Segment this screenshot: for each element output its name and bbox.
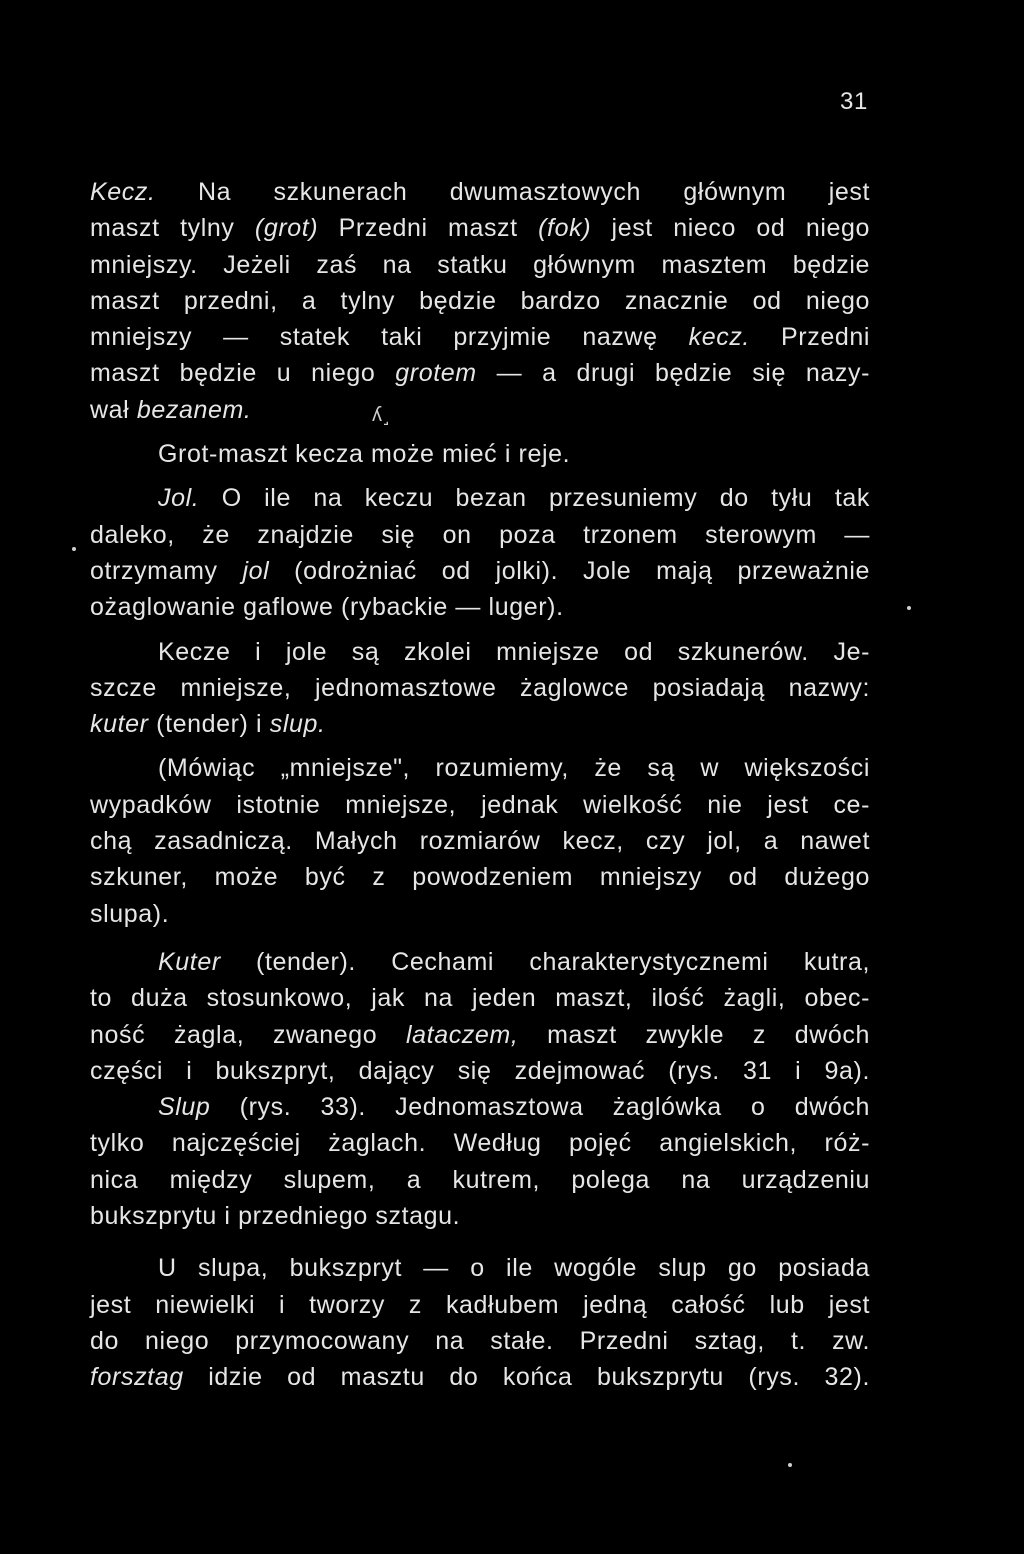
italic-term: kuter	[90, 710, 149, 739]
text-run: (Mówiąc „mniejsze", rozumiemy, że są w większości	[158, 754, 870, 783]
handwritten-margin-note: ʎ˼	[372, 404, 390, 426]
text-line	[90, 634, 870, 670]
text-run: części i bukszpryt, dający się zdejmować (rys. 31 i 9a).	[90, 1056, 870, 1085]
text-run: mniejszy — statek taki przyjmie nazwę	[90, 323, 689, 352]
paragraph	[90, 750, 870, 931]
paragraph	[90, 634, 870, 743]
text-line	[90, 1125, 870, 1161]
text-run: szcze mniejsze, jednomasztowe żaglowce posiadają nazwy:	[90, 673, 870, 702]
text-run: mniejszy. Jeżeli zaś na statku głównym masztem będzie	[90, 250, 870, 279]
text-run: Na szkunerach dwumasztowych głównym jest	[155, 178, 870, 206]
paragraph	[90, 1250, 870, 1395]
text-run: do niego przymocowany na stałe. Przedni sztag, t. zw.	[90, 1326, 870, 1355]
text-line	[90, 319, 870, 355]
italic-term: Jol.	[158, 484, 200, 513]
italic-term: Slup	[158, 1093, 211, 1122]
stray-dot	[788, 1463, 792, 1467]
text-run: maszt zwykle z dwóch	[518, 1020, 870, 1049]
text-line	[90, 1323, 870, 1359]
italic-term: lataczem,	[406, 1020, 519, 1049]
text-line	[90, 589, 870, 625]
text-line	[90, 750, 870, 786]
text-line	[90, 174, 870, 210]
text-run: Przedni maszt	[318, 214, 539, 243]
text-line	[90, 436, 870, 472]
text-line	[90, 1089, 870, 1125]
italic-term: kecz.	[688, 323, 750, 352]
italic-term: bezanem.	[136, 395, 252, 424]
text-line	[90, 283, 870, 319]
text-run: maszt przedni, a tylny będzie bardzo znacznie od niego	[90, 286, 870, 315]
text-run: maszt będzie u niego	[90, 359, 396, 388]
italic-term: jol	[242, 556, 270, 585]
text-run: U slupa, bukszpryt — o ile wogóle slup go posiada	[158, 1254, 870, 1283]
text-line	[90, 896, 870, 932]
text-line	[90, 1017, 870, 1053]
text-run: jest nieco od niego	[591, 214, 871, 243]
text-run: (tender). Cechami charakterystycznemi kutra,	[220, 947, 870, 976]
text-line	[90, 355, 870, 391]
paragraph	[90, 480, 870, 625]
italic-term: Kuter	[158, 947, 221, 976]
text-run: Kecze i jole są zkolei mniejsze od szkunerów. Je-	[158, 637, 870, 666]
text-run: wypadków istotnie mniejsze, jednak wielkość nie jest ce-	[90, 790, 870, 819]
text-run: (odrożniać od jolki). Jole mają przeważnie	[269, 556, 870, 585]
italic-term: slup.	[269, 710, 326, 739]
text-run: chą zasadniczą. Małych rozmiarów kecz, czy jol, a nawet	[90, 827, 870, 856]
text-run: (tender) i	[148, 710, 270, 739]
text-run: jest niewielki i tworzy z kadłubem jedną całość lub jest	[90, 1290, 870, 1319]
text-run: to duża stosunkowo, jak na jeden maszt, ilość żagli, obec-	[90, 984, 870, 1013]
text-run: Przedni	[749, 323, 870, 352]
italic-term: Kecz.	[90, 178, 156, 206]
text-line	[90, 670, 870, 706]
text-line	[90, 980, 870, 1016]
text-line	[90, 1162, 870, 1198]
text-run: szkuner, może być z powodzeniem mniejszy od dużego	[90, 863, 870, 892]
italic-term: (grot)	[254, 214, 319, 243]
italic-term: forsztag	[90, 1363, 184, 1392]
page-body	[90, 174, 870, 1396]
text-run: — a drugi będzie się nazy-	[476, 359, 870, 388]
text-line	[90, 1359, 870, 1395]
text-line	[90, 247, 870, 283]
paragraph	[90, 944, 870, 1234]
text-run: bukszprytu i przedniego sztagu.	[90, 1202, 461, 1231]
text-line	[90, 1287, 870, 1323]
margin-dot-right	[907, 606, 911, 610]
margin-dot-left	[72, 547, 76, 551]
text-run: tylko najczęściej żaglach. Według pojęć angielskich, róż-	[90, 1129, 870, 1158]
italic-term: grotem	[395, 359, 477, 388]
text-run: (rys. 33). Jednomasztowa żaglówka o dwóch	[210, 1093, 870, 1122]
page-number: 31	[840, 88, 868, 115]
text-line	[90, 859, 870, 895]
text-run: Grot-maszt kecza może mieć i reje.	[158, 440, 571, 469]
text-line	[90, 1250, 870, 1286]
text-run: ożaglowanie gaflowe (rybackie — luger).	[90, 593, 564, 622]
text-line	[90, 1053, 870, 1089]
paragraph	[90, 174, 870, 428]
text-run: O ile na keczu bezan przesuniemy do tyłu tak	[199, 484, 870, 513]
text-run: idzie od masztu do końca bukszprytu (rys. 32).	[183, 1363, 870, 1392]
text-line	[90, 210, 870, 246]
text-run: otrzymamy	[90, 556, 243, 585]
text-run: wał	[90, 395, 137, 424]
text-run: maszt tylny	[90, 214, 255, 243]
text-run: daleko, że znajdzie się on poza trzonem sterowym —	[90, 520, 870, 549]
text-line	[90, 1198, 870, 1234]
text-run: slupa).	[90, 899, 170, 928]
text-line	[90, 517, 870, 553]
text-line	[90, 787, 870, 823]
text-line	[90, 823, 870, 859]
text-line	[90, 706, 870, 742]
italic-term: (fok)	[538, 214, 592, 243]
text-line	[90, 553, 870, 589]
text-line	[90, 480, 870, 516]
text-line	[90, 392, 870, 428]
text-run: nica między slupem, a kutrem, polega na urządzeniu	[90, 1165, 870, 1194]
text-line	[90, 944, 870, 980]
paragraph	[90, 436, 870, 472]
text-run: ność żagla, zwanego	[90, 1020, 406, 1049]
